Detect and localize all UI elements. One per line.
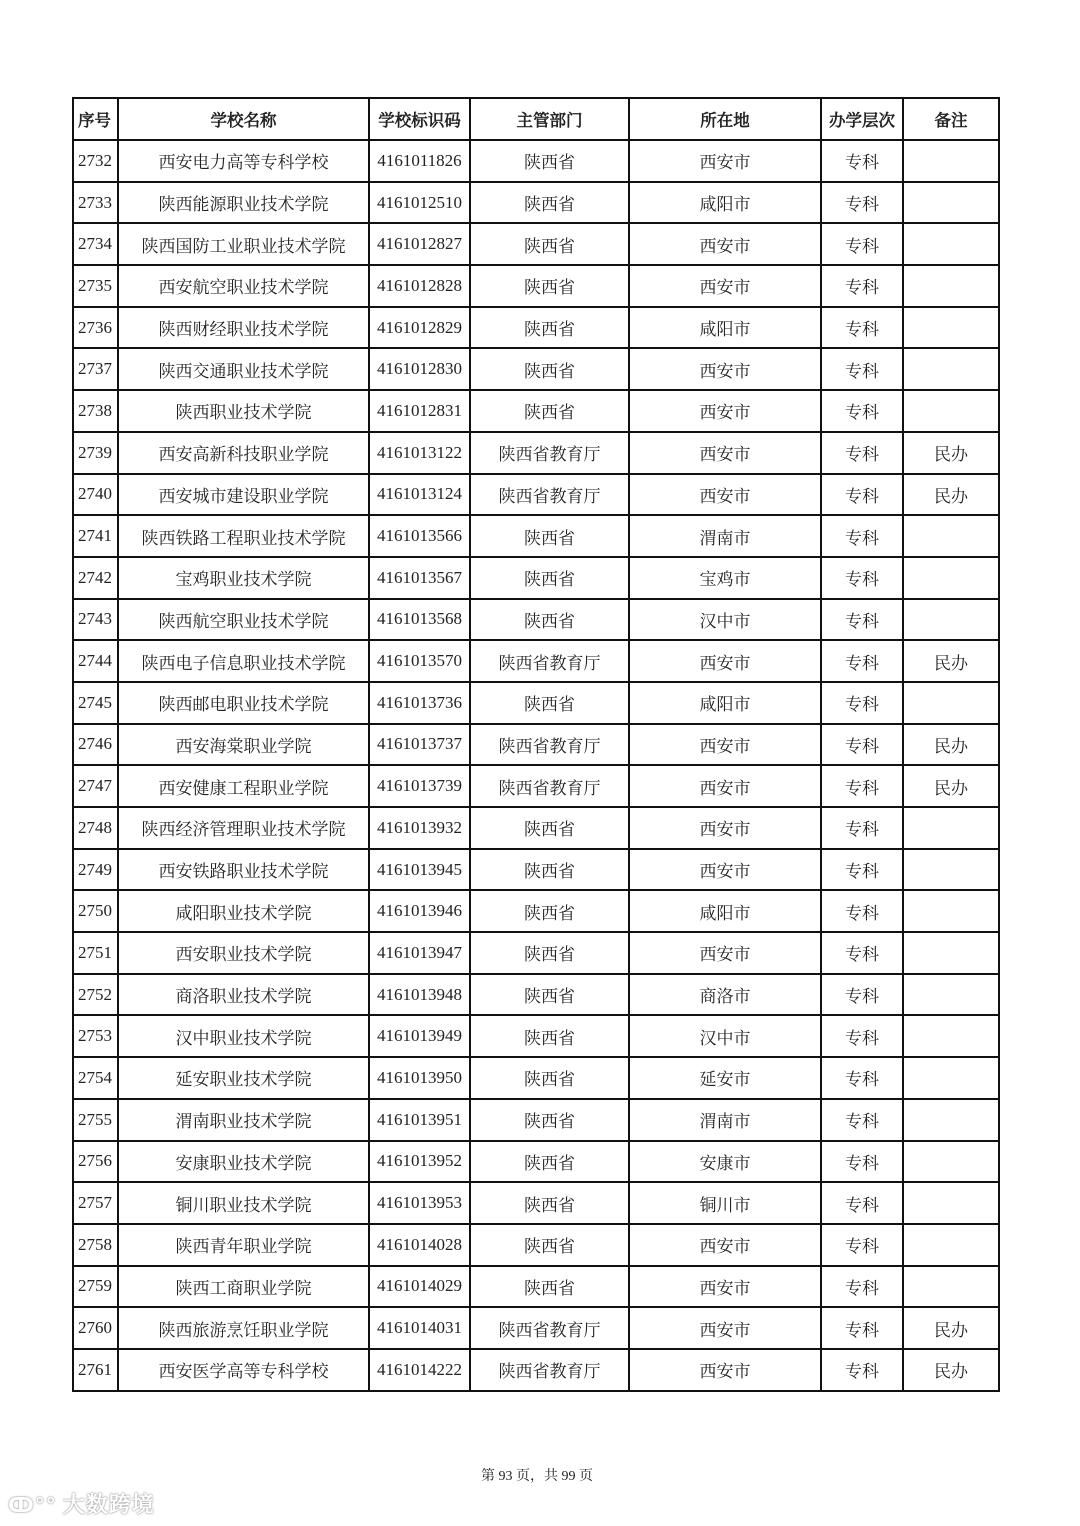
cell-authority: 陕西省 <box>470 1015 629 1057</box>
cell-authority: 陕西省 <box>470 557 629 599</box>
cell-location: 汉中市 <box>629 1015 821 1057</box>
cell-level: 专科 <box>821 765 903 807</box>
cell-school-code: 4161012828 <box>369 265 470 307</box>
cell-authority: 陕西省 <box>470 1224 629 1266</box>
cell-level: 专科 <box>821 974 903 1016</box>
cell-school-name: 陕西铁路工程职业技术学院 <box>118 515 369 557</box>
cell-location: 西安市 <box>629 140 821 182</box>
cell-school-code: 4161013122 <box>369 432 470 474</box>
cell-level: 专科 <box>821 1307 903 1349</box>
cell-location: 西安市 <box>629 807 821 849</box>
cell-remark: 民办 <box>903 640 999 682</box>
cell-location: 安康市 <box>629 1141 821 1183</box>
table-row <box>73 1266 999 1308</box>
cell-location: 西安市 <box>629 348 821 390</box>
cell-remark <box>903 182 999 224</box>
cell-authority: 陕西省 <box>470 1266 629 1308</box>
cell-level: 专科 <box>821 515 903 557</box>
cell-seq: 2751 <box>73 932 118 974</box>
table-row <box>73 765 999 807</box>
table-row <box>73 1015 999 1057</box>
cell-location: 西安市 <box>629 724 821 766</box>
cell-level: 专科 <box>821 1141 903 1183</box>
cell-authority: 陕西省教育厅 <box>470 1349 629 1391</box>
cell-seq: 2737 <box>73 348 118 390</box>
cell-level: 专科 <box>821 432 903 474</box>
cell-authority: 陕西省教育厅 <box>470 765 629 807</box>
cell-seq: 2739 <box>73 432 118 474</box>
cell-location: 铜川市 <box>629 1182 821 1224</box>
cell-school-name: 陕西职业技术学院 <box>118 390 369 432</box>
cell-level: 专科 <box>821 932 903 974</box>
cell-seq: 2743 <box>73 599 118 641</box>
cell-authority: 陕西省 <box>470 1099 629 1141</box>
cell-location: 西安市 <box>629 432 821 474</box>
cell-seq: 2745 <box>73 682 118 724</box>
cell-remark <box>903 807 999 849</box>
cell-seq: 2758 <box>73 1224 118 1266</box>
school-list-table <box>72 97 1000 1392</box>
cell-school-code: 4161013932 <box>369 807 470 849</box>
cell-authority: 陕西省 <box>470 682 629 724</box>
table-row <box>73 557 999 599</box>
cell-authority: 陕西省 <box>470 1141 629 1183</box>
cell-remark: 民办 <box>903 1307 999 1349</box>
cell-school-code: 4161013949 <box>369 1015 470 1057</box>
cell-authority: 陕西省 <box>470 223 629 265</box>
cell-authority: 陕西省 <box>470 1182 629 1224</box>
table-row <box>73 307 999 349</box>
cell-location: 西安市 <box>629 1224 821 1266</box>
table-row <box>73 1224 999 1266</box>
cell-level: 专科 <box>821 1224 903 1266</box>
cell-school-code: 4161013737 <box>369 724 470 766</box>
cell-location: 西安市 <box>629 1307 821 1349</box>
cell-school-name: 陕西财经职业技术学院 <box>118 307 369 349</box>
table-row <box>73 724 999 766</box>
cell-level: 专科 <box>821 849 903 891</box>
table-row <box>73 640 999 682</box>
cell-school-code: 4161013566 <box>369 515 470 557</box>
cell-authority: 陕西省 <box>470 807 629 849</box>
cell-school-code: 4161013567 <box>369 557 470 599</box>
cell-seq: 2733 <box>73 182 118 224</box>
cell-level: 专科 <box>821 265 903 307</box>
cell-school-name: 陕西邮电职业技术学院 <box>118 682 369 724</box>
cell-school-code: 4161013953 <box>369 1182 470 1224</box>
cell-level: 专科 <box>821 807 903 849</box>
cell-remark <box>903 1099 999 1141</box>
table-row <box>73 1307 999 1349</box>
cell-school-code: 4161014031 <box>369 1307 470 1349</box>
table-row <box>73 599 999 641</box>
cell-school-name: 陕西青年职业学院 <box>118 1224 369 1266</box>
table-header-row <box>73 98 999 140</box>
cell-remark <box>903 390 999 432</box>
cell-school-code: 4161013570 <box>369 640 470 682</box>
cell-level: 专科 <box>821 307 903 349</box>
cell-authority: 陕西省 <box>470 307 629 349</box>
cell-remark <box>903 307 999 349</box>
cell-remark <box>903 348 999 390</box>
cell-level: 专科 <box>821 599 903 641</box>
cell-seq: 2755 <box>73 1099 118 1141</box>
cell-authority: 陕西省 <box>470 182 629 224</box>
table-row <box>73 515 999 557</box>
cell-location: 西安市 <box>629 932 821 974</box>
header-authority: 主管部门 <box>470 98 629 140</box>
cell-school-code: 4161013948 <box>369 974 470 1016</box>
cell-school-name: 陕西能源职业技术学院 <box>118 182 369 224</box>
cell-location: 西安市 <box>629 765 821 807</box>
watermark-logo-icon: ↀ°° <box>8 1493 57 1517</box>
cell-school-code: 4161013946 <box>369 890 470 932</box>
table-row <box>73 682 999 724</box>
cell-seq: 2746 <box>73 724 118 766</box>
cell-remark: 民办 <box>903 724 999 766</box>
cell-school-name: 西安电力高等专科学校 <box>118 140 369 182</box>
cell-seq: 2756 <box>73 1141 118 1183</box>
cell-seq: 2736 <box>73 307 118 349</box>
cell-remark <box>903 515 999 557</box>
cell-school-name: 西安医学高等专科学校 <box>118 1349 369 1391</box>
cell-level: 专科 <box>821 682 903 724</box>
table-row <box>73 432 999 474</box>
cell-location: 商洛市 <box>629 974 821 1016</box>
cell-remark <box>903 1224 999 1266</box>
table-row <box>73 474 999 516</box>
cell-seq: 2742 <box>73 557 118 599</box>
cell-seq: 2748 <box>73 807 118 849</box>
cell-seq: 2757 <box>73 1182 118 1224</box>
header-level: 办学层次 <box>821 98 903 140</box>
cell-seq: 2749 <box>73 849 118 891</box>
table-row <box>73 223 999 265</box>
cell-authority: 陕西省 <box>470 390 629 432</box>
cell-school-name: 宝鸡职业技术学院 <box>118 557 369 599</box>
cell-authority: 陕西省 <box>470 348 629 390</box>
table-row <box>73 932 999 974</box>
cell-location: 延安市 <box>629 1057 821 1099</box>
cell-school-code: 4161014222 <box>369 1349 470 1391</box>
cell-school-name: 西安健康工程职业学院 <box>118 765 369 807</box>
cell-authority: 陕西省 <box>470 515 629 557</box>
cell-authority: 陕西省 <box>470 599 629 641</box>
cell-location: 宝鸡市 <box>629 557 821 599</box>
cell-location: 西安市 <box>629 223 821 265</box>
cell-remark <box>903 140 999 182</box>
cell-level: 专科 <box>821 1349 903 1391</box>
cell-location: 西安市 <box>629 640 821 682</box>
cell-location: 西安市 <box>629 265 821 307</box>
cell-school-name: 咸阳职业技术学院 <box>118 890 369 932</box>
cell-school-name: 西安城市建设职业学院 <box>118 474 369 516</box>
cell-school-name: 陕西电子信息职业技术学院 <box>118 640 369 682</box>
cell-level: 专科 <box>821 1057 903 1099</box>
table-row <box>73 974 999 1016</box>
cell-school-code: 4161013947 <box>369 932 470 974</box>
cell-school-name: 陕西国防工业职业技术学院 <box>118 223 369 265</box>
cell-school-name: 陕西工商职业学院 <box>118 1266 369 1308</box>
cell-remark <box>903 557 999 599</box>
cell-remark <box>903 1141 999 1183</box>
cell-school-code: 4161013951 <box>369 1099 470 1141</box>
cell-authority: 陕西省 <box>470 140 629 182</box>
table-row <box>73 807 999 849</box>
page-number: 第 93 页，共 99 页 <box>481 1469 593 1484</box>
cell-remark <box>903 1182 999 1224</box>
cell-remark: 民办 <box>903 1349 999 1391</box>
cell-level: 专科 <box>821 640 903 682</box>
cell-location: 咸阳市 <box>629 890 821 932</box>
cell-school-name: 西安航空职业技术学院 <box>118 265 369 307</box>
cell-school-code: 4161013952 <box>369 1141 470 1183</box>
cell-authority: 陕西省 <box>470 890 629 932</box>
table-row <box>73 348 999 390</box>
cell-school-code: 4161013568 <box>369 599 470 641</box>
cell-school-name: 汉中职业技术学院 <box>118 1015 369 1057</box>
cell-school-name: 延安职业技术学院 <box>118 1057 369 1099</box>
cell-seq: 2741 <box>73 515 118 557</box>
cell-authority: 陕西省 <box>470 932 629 974</box>
cell-authority: 陕西省 <box>470 849 629 891</box>
cell-remark <box>903 890 999 932</box>
cell-level: 专科 <box>821 390 903 432</box>
cell-school-code: 4161011826 <box>369 140 470 182</box>
cell-school-code: 4161012510 <box>369 182 470 224</box>
table-body <box>73 140 999 1391</box>
cell-level: 专科 <box>821 724 903 766</box>
cell-level: 专科 <box>821 474 903 516</box>
cell-remark <box>903 265 999 307</box>
cell-school-name: 陕西航空职业技术学院 <box>118 599 369 641</box>
cell-school-name: 安康职业技术学院 <box>118 1141 369 1183</box>
cell-seq: 2752 <box>73 974 118 1016</box>
cell-location: 咸阳市 <box>629 682 821 724</box>
cell-location: 西安市 <box>629 474 821 516</box>
table-row <box>73 1182 999 1224</box>
cell-seq: 2732 <box>73 140 118 182</box>
cell-location: 西安市 <box>629 849 821 891</box>
cell-school-code: 4161012830 <box>369 348 470 390</box>
cell-school-name: 陕西经济管理职业技术学院 <box>118 807 369 849</box>
cell-authority: 陕西省教育厅 <box>470 724 629 766</box>
cell-school-name: 西安职业技术学院 <box>118 932 369 974</box>
cell-school-code: 4161013739 <box>369 765 470 807</box>
table-row <box>73 182 999 224</box>
cell-authority: 陕西省 <box>470 1057 629 1099</box>
cell-remark: 民办 <box>903 432 999 474</box>
cell-location: 西安市 <box>629 1349 821 1391</box>
table-row <box>73 1099 999 1141</box>
cell-remark <box>903 1015 999 1057</box>
cell-remark <box>903 974 999 1016</box>
watermark-text: 大数跨境 <box>62 1493 155 1518</box>
cell-seq: 2747 <box>73 765 118 807</box>
cell-seq: 2740 <box>73 474 118 516</box>
cell-level: 专科 <box>821 1266 903 1308</box>
cell-level: 专科 <box>821 1099 903 1141</box>
cell-school-name: 铜川职业技术学院 <box>118 1182 369 1224</box>
table-row <box>73 890 999 932</box>
cell-school-code: 4161013950 <box>369 1057 470 1099</box>
header-seq: 序号 <box>73 98 118 140</box>
cell-seq: 2738 <box>73 390 118 432</box>
cell-level: 专科 <box>821 890 903 932</box>
cell-school-code: 4161012831 <box>369 390 470 432</box>
cell-seq: 2754 <box>73 1057 118 1099</box>
cell-school-code: 4161014029 <box>369 1266 470 1308</box>
table-row <box>73 1349 999 1391</box>
cell-level: 专科 <box>821 348 903 390</box>
cell-authority: 陕西省教育厅 <box>470 1307 629 1349</box>
cell-location: 咸阳市 <box>629 307 821 349</box>
table-row <box>73 1141 999 1183</box>
table-row <box>73 849 999 891</box>
cell-school-name: 陕西旅游烹饪职业学院 <box>118 1307 369 1349</box>
cell-seq: 2744 <box>73 640 118 682</box>
cell-location: 渭南市 <box>629 1099 821 1141</box>
cell-school-code: 4161012829 <box>369 307 470 349</box>
cell-school-name: 渭南职业技术学院 <box>118 1099 369 1141</box>
table-row <box>73 265 999 307</box>
cell-seq: 2753 <box>73 1015 118 1057</box>
cell-authority: 陕西省教育厅 <box>470 474 629 516</box>
cell-remark: 民办 <box>903 474 999 516</box>
cell-level: 专科 <box>821 223 903 265</box>
header-school-code: 学校标识码 <box>369 98 470 140</box>
cell-remark <box>903 682 999 724</box>
cell-seq: 2750 <box>73 890 118 932</box>
table-row <box>73 140 999 182</box>
cell-school-name: 西安海棠职业学院 <box>118 724 369 766</box>
cell-level: 专科 <box>821 557 903 599</box>
cell-remark <box>903 1057 999 1099</box>
cell-school-code: 4161012827 <box>369 223 470 265</box>
cell-seq: 2734 <box>73 223 118 265</box>
cell-school-code: 4161013736 <box>369 682 470 724</box>
cell-level: 专科 <box>821 1015 903 1057</box>
cell-remark <box>903 1266 999 1308</box>
cell-seq: 2760 <box>73 1307 118 1349</box>
cell-school-name: 西安高新科技职业学院 <box>118 432 369 474</box>
table-row <box>73 1057 999 1099</box>
cell-remark: 民办 <box>903 765 999 807</box>
cell-seq: 2735 <box>73 265 118 307</box>
cell-school-code: 4161014028 <box>369 1224 470 1266</box>
cell-school-code: 4161013945 <box>369 849 470 891</box>
watermark <box>8 1488 155 1519</box>
page-footer <box>0 1465 1080 1485</box>
cell-location: 渭南市 <box>629 515 821 557</box>
cell-location: 汉中市 <box>629 599 821 641</box>
header-school-name: 学校名称 <box>118 98 369 140</box>
cell-school-name: 西安铁路职业技术学院 <box>118 849 369 891</box>
cell-remark <box>903 599 999 641</box>
cell-level: 专科 <box>821 1182 903 1224</box>
cell-authority: 陕西省 <box>470 265 629 307</box>
header-remark: 备注 <box>903 98 999 140</box>
cell-location: 西安市 <box>629 390 821 432</box>
cell-location: 咸阳市 <box>629 182 821 224</box>
cell-school-code: 4161013124 <box>369 474 470 516</box>
cell-location: 西安市 <box>629 1266 821 1308</box>
cell-school-name: 陕西交通职业技术学院 <box>118 348 369 390</box>
cell-authority: 陕西省教育厅 <box>470 640 629 682</box>
cell-level: 专科 <box>821 182 903 224</box>
cell-authority: 陕西省 <box>470 974 629 1016</box>
cell-remark <box>903 223 999 265</box>
cell-seq: 2759 <box>73 1266 118 1308</box>
header-location: 所在地 <box>629 98 821 140</box>
table-row <box>73 390 999 432</box>
cell-remark <box>903 932 999 974</box>
cell-school-name: 商洛职业技术学院 <box>118 974 369 1016</box>
cell-authority: 陕西省教育厅 <box>470 432 629 474</box>
cell-level: 专科 <box>821 140 903 182</box>
cell-remark <box>903 849 999 891</box>
cell-seq: 2761 <box>73 1349 118 1391</box>
